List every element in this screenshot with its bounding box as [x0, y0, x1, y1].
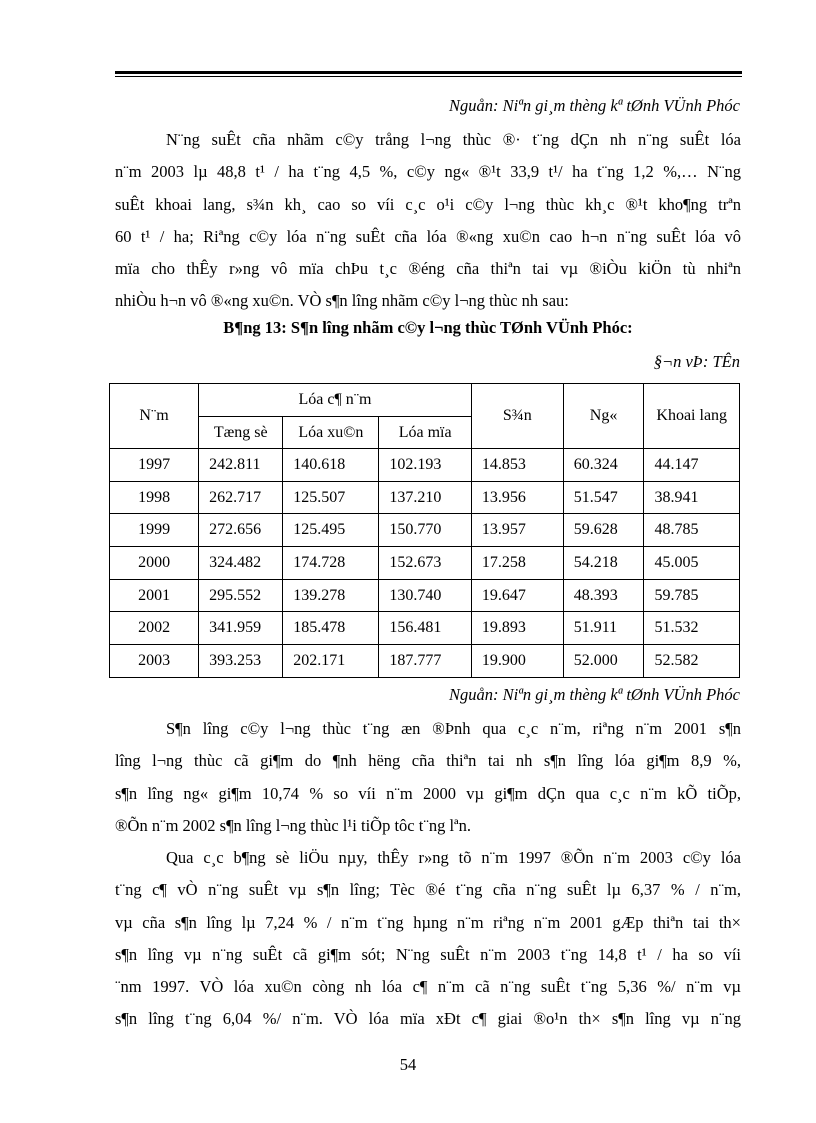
table-cell: 48.393: [563, 579, 644, 612]
table-cell: 130.740: [379, 579, 471, 612]
table-cell: 14.853: [471, 449, 563, 482]
header-rice-group: Lóa c¶ n¨m: [199, 384, 472, 417]
table-row: [110, 481, 740, 514]
table-row: [110, 449, 740, 482]
table-cell: 156.481: [379, 612, 471, 645]
table-cell: 59.785: [644, 579, 740, 612]
header-corn: Ng«: [563, 384, 644, 449]
table-row: [110, 579, 740, 612]
table-cell: 52.000: [563, 645, 644, 678]
text-line: Qua c¸c b¶ng sè liÖu nµy, thÊy r»ng tõ n¨m 1997 ®Õn n¨m 2003 c©y lóa: [166, 848, 741, 867]
page-number: 54: [399, 1055, 417, 1074]
table-cell: 202.171: [283, 645, 379, 678]
table-cell: 272.656: [199, 514, 283, 547]
table-cell: 324.482: [199, 547, 283, 580]
unit-label: §¬n vÞ: TÊn: [653, 352, 740, 371]
table-cell: 150.770: [379, 514, 471, 547]
table-cell-year: 1997: [110, 449, 199, 482]
text-line: mïa cho thÊy r»ng vô mïa chÞu t¸c ®éng cña thiªn tai vµ ®iÒu kiÖn tù nhiªn: [115, 259, 741, 279]
table-cell-year: 2002: [110, 612, 199, 645]
text-line: s¶n lîng ng« gi¶m 10,74 % so víi n¨m 2000 vµ gi¶m dÇn qua c¸c n¨m kÕ tiÕp,: [115, 783, 741, 803]
table-cell: 52.582: [644, 645, 740, 678]
header-cassava: S¾n: [471, 384, 563, 449]
table-cell: 102.193: [379, 449, 471, 482]
table-cell: 242.811: [199, 449, 283, 482]
text-line: ¨nm 1997. VÒ lóa xu©n còng nh lóa c¶ n¨m cã n¨ng suÊt t¨ng 5,36 %/ n¨m vµ: [115, 977, 741, 997]
table-cell: 45.005: [644, 547, 740, 580]
table-cell: 19.893: [471, 612, 563, 645]
table-cell: 48.785: [644, 514, 740, 547]
table-cell: 59.628: [563, 514, 644, 547]
header-rice-total: Tæng sè: [199, 417, 283, 449]
table-cell: 13.956: [471, 481, 563, 514]
header-sweet-potato: Khoai lang: [644, 384, 740, 449]
table-cell: 60.324: [563, 449, 644, 482]
table-cell: 137.210: [379, 481, 471, 514]
text-line: s¶n lîng vµ n¨ng suÊt cã gi¶m sót; N¨ng suÊt n¨m 2003 t¨ng 14,8 t¹ / ha so víi: [115, 944, 741, 964]
table-cell-year: 1999: [110, 514, 199, 547]
production-table: [109, 383, 740, 678]
table-cell: 51.547: [563, 481, 644, 514]
table-cell: 174.728: [283, 547, 379, 580]
table-cell-year: 2003: [110, 645, 199, 678]
table-cell: 17.258: [471, 547, 563, 580]
table-cell: 295.552: [199, 579, 283, 612]
table-cell: 262.717: [199, 481, 283, 514]
text-line: N¨ng suÊt cña nhãm c©y trång l¬ng thùc ®· t¨ng dÇn nh n¨ng suÊt lóa: [166, 130, 741, 149]
paragraph-summary: [115, 842, 741, 1036]
table-cell: 140.618: [283, 449, 379, 482]
table-cell: 51.532: [644, 612, 740, 645]
table-cell: 54.218: [563, 547, 644, 580]
text-line: lîng l¬ng thùc cã gi¶m do ¶nh hëng cña thiªn tai nh s¶n lîng lóa gi¶m 8,9 %,: [115, 751, 741, 771]
source-note-top: Nguån: Niªn gi¸m thèng kª tØnh VÜnh Phóc: [449, 96, 740, 115]
table-row: [110, 547, 740, 580]
table-cell-year: 2000: [110, 547, 199, 580]
header-rule-thin: [115, 76, 742, 77]
table-caption: B¶ng 13: S¶n lîng nhãm c©y l¬ng thùc TØnh VÜnh Phóc:: [223, 318, 633, 337]
table-cell-year: 2001: [110, 579, 199, 612]
table-cell: 152.673: [379, 547, 471, 580]
text-line: suÊt khoai lang, s¾n kh¸ cao so víi c¸c o¹i c©y l¬ng thùc kh¸c ®¹t kho¶ng trªn: [115, 194, 741, 214]
text-line: n¨m 2003 lµ 48,8 t¹ / ha t¨ng 4,5 %, c©y ng« ®¹t 33,9 t¹/ ha t¨ng 1,2 %,… N¨ng: [115, 162, 741, 182]
table-cell: 38.941: [644, 481, 740, 514]
table-cell: 125.495: [283, 514, 379, 547]
table-cell: 393.253: [199, 645, 283, 678]
table-cell: 187.777: [379, 645, 471, 678]
table-cell: 185.478: [283, 612, 379, 645]
table-cell: 139.278: [283, 579, 379, 612]
text-line: ®Õn n¨m 2002 s¶n lîng l¬ng thùc l¹i tiÕp tôc t¨ng lªn.: [115, 815, 471, 835]
paragraph-output: [115, 713, 741, 842]
table-cell: 125.507: [283, 481, 379, 514]
paragraph-yield: [115, 124, 741, 318]
table-row: [110, 612, 740, 645]
source-note-bottom: Nguån: Niªn gi¸m thèng kª tØnh VÜnh Phóc: [449, 685, 740, 704]
table-cell: 44.147: [644, 449, 740, 482]
text-line: nhiÒu h¬n vô ®«ng xu©n. VÒ s¶n lîng nhãm c©y l¬ng thùc nh sau:: [115, 291, 569, 311]
table-cell: 19.900: [471, 645, 563, 678]
text-line: t¨ng c¶ vÒ n¨ng suÊt vµ s¶n lîng; Tèc ®é t¨ng cña n¨ng suÊt lµ 6,37 % / n¨m,: [115, 880, 741, 900]
table-cell: 19.647: [471, 579, 563, 612]
text-line: vµ cña s¶n lîng lµ 7,24 % / n¨m t¨ng hµng n¨m riªng n¨m 2001 gÆp thiªn tai th×: [115, 912, 741, 932]
table-cell: 341.959: [199, 612, 283, 645]
text-line: 60 t¹ / ha; Riªng c©y lóa n¨ng suÊt cña lóa ®«ng xu©n cao h¬n n¨ng suÊt lóa vô: [115, 226, 741, 246]
text-line: s¶n lîng t¨ng 6,04 %/ n¨m. VÒ lóa mïa xÐt c¶ giai ®o¹n th× s¶n lîng vµ n¨ng: [115, 1009, 741, 1029]
table-row: [110, 645, 740, 678]
table-cell: 51.911: [563, 612, 644, 645]
header-spring-rice: Lóa xu©n: [283, 417, 379, 449]
table-cell-year: 1998: [110, 481, 199, 514]
header-rule-thick: [115, 71, 742, 74]
text-line: S¶n lîng c©y l¬ng thùc t¨ng æn ®Þnh qua c¸c n¨m, riªng n¨m 2001 s¶n: [166, 719, 741, 738]
header-autumn-rice: Lóa mïa: [379, 417, 471, 449]
header-year: N¨m: [110, 384, 199, 449]
table-row: [110, 514, 740, 547]
table-cell: 13.957: [471, 514, 563, 547]
